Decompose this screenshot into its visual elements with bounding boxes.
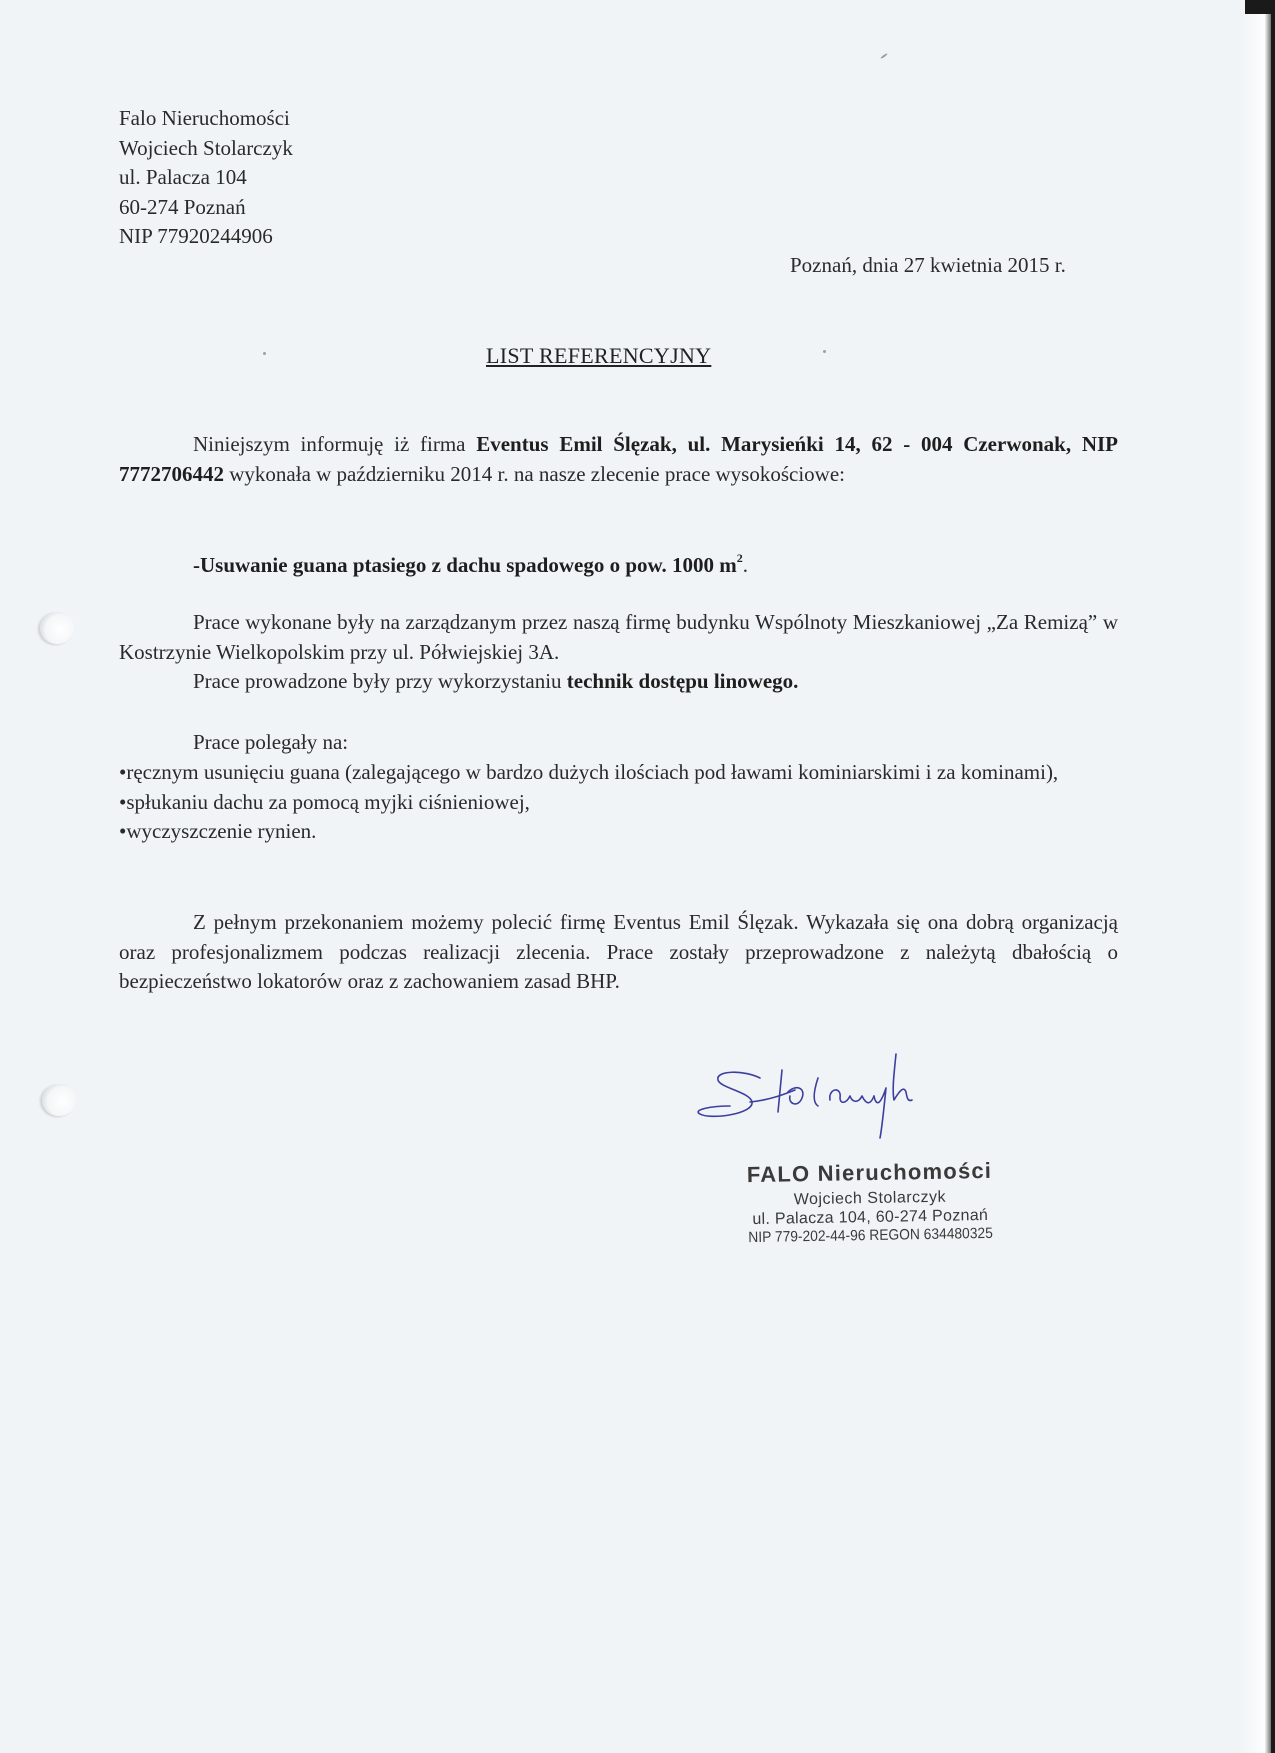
list-item: •spłukaniu dachu za pomocą myjki ciśnieniowej, — [119, 789, 530, 814]
intro-rest: wykonała w październiku 2014 r. na nasze zlecenie prace wysokościowe: — [224, 461, 846, 486]
location-paragraph: Prace wykonane były na zarządzanym przez naszą firmę budynku Wspólnoty Mieszkaniowej „Za Remizą” w Kostrzynie Wielkopolskim przy ul. Półwiejskiej 3A. — [119, 610, 1118, 664]
task-end: . — [742, 553, 748, 577]
scan-speck — [880, 53, 888, 59]
page-edge — [1240, 0, 1275, 1753]
stamp-address: ul. Palacza 104, 60-274 Poznań — [752, 1206, 989, 1229]
stamp-company: FALO Nieruchomości — [746, 1157, 993, 1188]
intro-paragraph — [119, 430, 1118, 489]
punch-hole-top — [40, 612, 74, 644]
sender-nip: NIP 77920244906 — [119, 224, 273, 248]
punch-hole-bottom — [42, 1084, 76, 1116]
scan-corner — [1245, 0, 1275, 14]
scan-speck — [263, 352, 266, 355]
letter-title: LIST REFERENCYJNY — [486, 343, 712, 368]
sender-address — [119, 104, 293, 252]
sender-name: Wojciech Stolarczyk — [119, 135, 293, 160]
recommendation-paragraph: Z pełnym przekonaniem możemy polecić firmę Eventus Emil Ślęzak. Wykazała się ona dobrą organizacją oraz profesjonalizmem podczas realizacji zlecenia. Prace zostały przeprowadzone z należytą dbałością o bezpieczeństwo lokatorów oraz z zachowaniem zasad BHP. — [119, 910, 1118, 993]
stamp-ids: NIP 779-202-44-96 REGON 634480325 — [748, 1224, 993, 1247]
handwritten-signature — [690, 1040, 950, 1150]
scope-heading: Prace polegały na: — [193, 730, 349, 754]
company-stamp — [719, 1157, 1020, 1246]
task-superscript: 2 — [736, 551, 743, 565]
scan-border — [1271, 0, 1275, 1753]
list-item: •wyczyszczenie rynien. — [119, 819, 317, 843]
scan-speck — [823, 350, 826, 353]
task-line — [119, 551, 748, 581]
task-text: -Usuwanie guana ptasiego z dachu spadowego o pow. 1000 m — [193, 553, 737, 577]
technique-line — [119, 667, 798, 697]
list-item: •ręcznym usunięciu guana (zalegającego w bardzo dużych ilościach pod ławami kominiarskimi i za kominami), — [119, 760, 1059, 784]
intro-lead: Niniejszym informuję iż firma — [193, 432, 477, 456]
technique-lead: Prace prowadzone były przy wykorzystaniu — [193, 669, 567, 693]
stamp-name: Wojciech Stolarczyk — [793, 1188, 947, 1209]
technique-bold: technik dostępu linowego. — [566, 669, 799, 693]
contractor-details: Eventus Emil Ślęzak, ul. Marysieńki 14, 62 - 004 Czerwonak, NIP 7772706442 — [119, 432, 1118, 486]
sender-company: Falo Nieruchomości — [119, 106, 290, 130]
sender-city: 60-274 Poznań — [119, 194, 246, 219]
letter-date: Poznań, dnia 27 kwietnia 2015 r. — [790, 253, 1066, 277]
scope-list — [119, 758, 1118, 847]
sender-street: ul. Palacza 104 — [119, 165, 247, 189]
